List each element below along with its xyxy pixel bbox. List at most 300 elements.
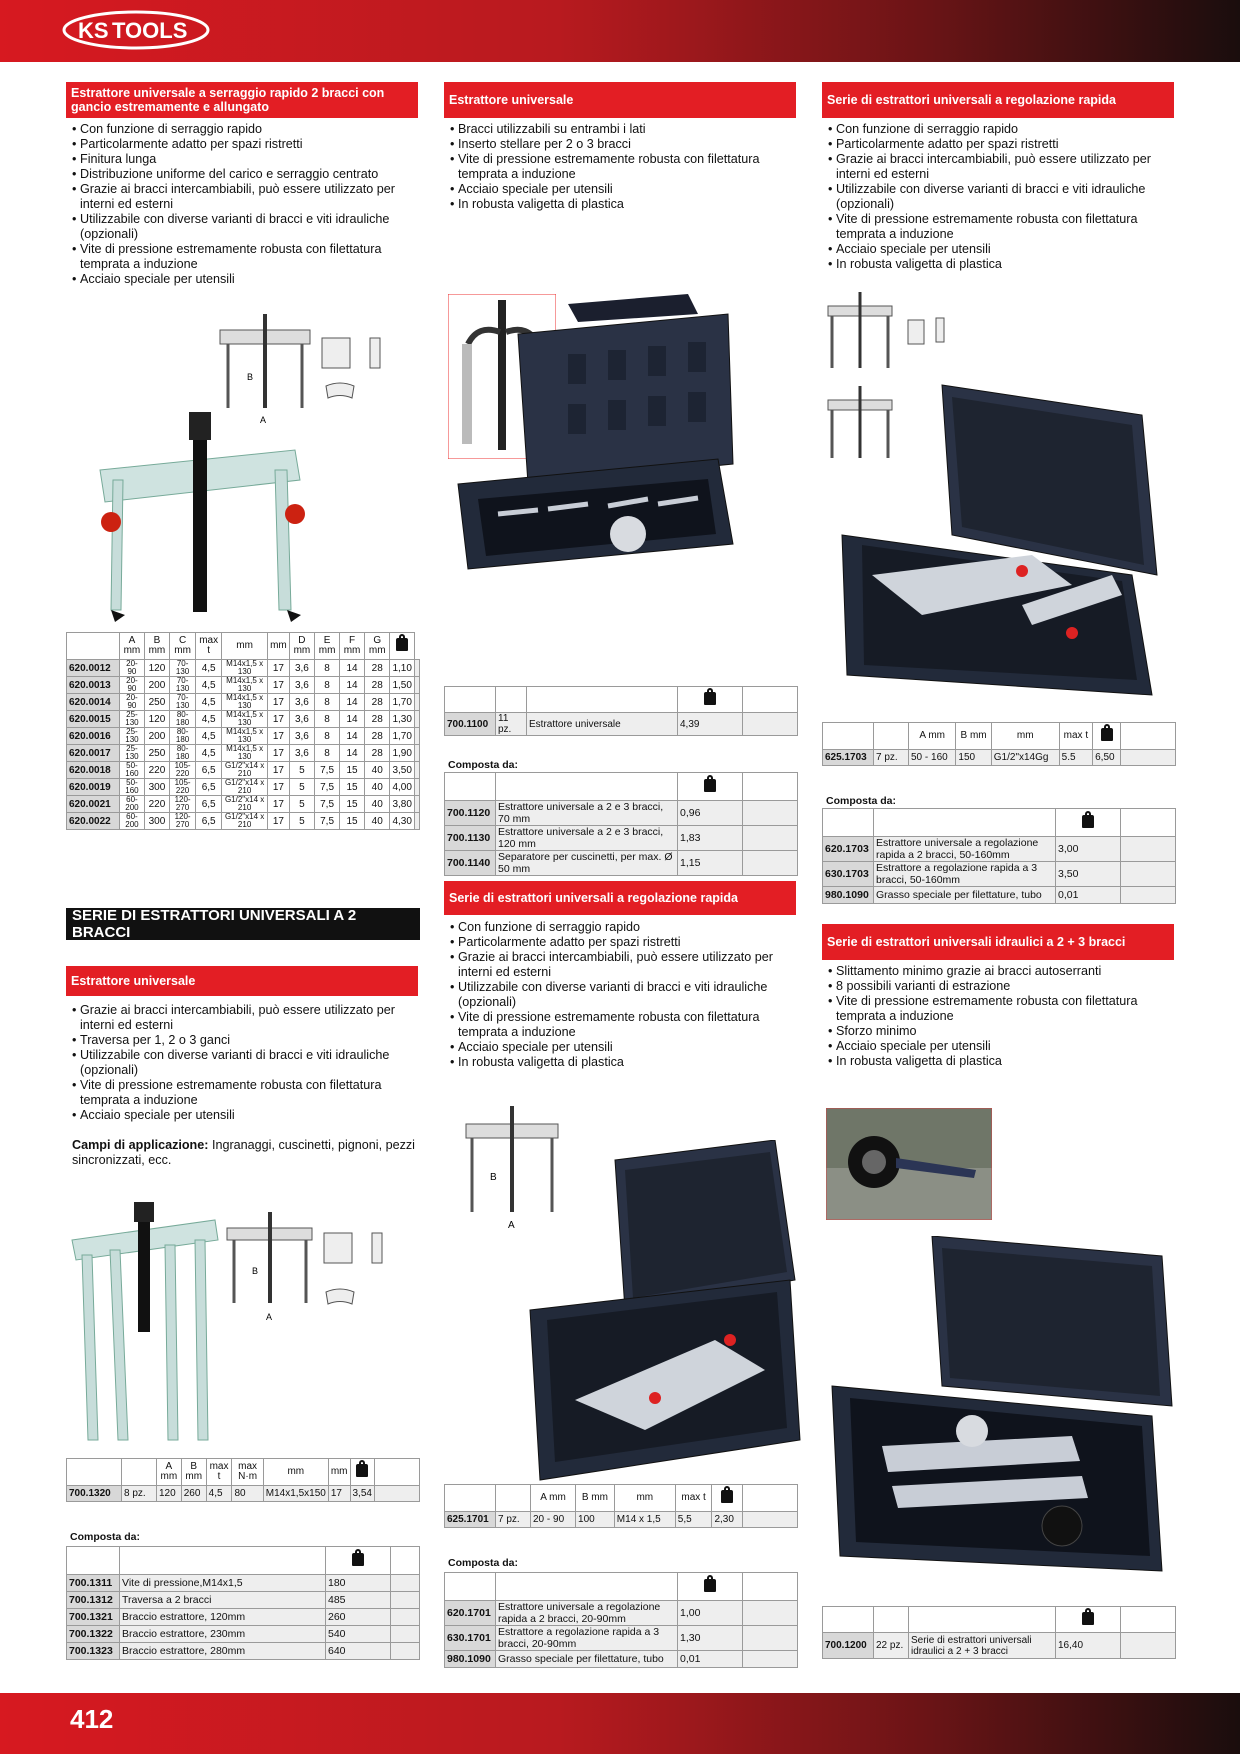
col-header: mm	[991, 723, 1059, 750]
parts-rows	[823, 837, 1176, 904]
cell: 3,6	[289, 677, 314, 694]
cell: 40	[364, 813, 389, 830]
feature-item: • Grazie ai bracci intercambiabili, può essere utilizzato per interni ed esterni	[72, 1003, 418, 1033]
cell-spacer	[743, 851, 798, 876]
cell: 28	[364, 660, 389, 677]
product-title: Estrattore universale a serraggio rapido 2 bracci con gancio estremamente e allungato	[71, 86, 385, 114]
svg-text:A: A	[508, 1220, 515, 1231]
article-code: 630.1701	[445, 1626, 496, 1651]
cell: 5	[289, 813, 314, 830]
parts-table	[444, 1572, 798, 1668]
article-code: 620.1701	[445, 1601, 496, 1626]
table-row	[67, 728, 420, 745]
cell: 4,5	[196, 745, 222, 762]
cell: 60-200	[120, 796, 145, 813]
product-title: Serie di estrattori universali a regolazione rapida	[449, 891, 738, 905]
spec-table	[66, 632, 420, 830]
cell: 8	[315, 728, 340, 745]
case-photo	[832, 375, 1162, 715]
cell: 300	[144, 813, 169, 830]
col-header: max N·m	[232, 1459, 263, 1486]
part-description: Separatore per cuscinetti, per max. Ø 50 mm	[496, 851, 678, 876]
part-weight: 1,00	[678, 1601, 743, 1626]
feature-item: • Utilizzabile con diverse varianti di bracci e viti idrauliche (opzionali)	[72, 212, 418, 242]
col-header: mm	[263, 1459, 328, 1486]
composta-label: Composta da:	[448, 1557, 519, 1569]
cell: 1,30	[390, 711, 414, 728]
weight-icon	[350, 1459, 375, 1486]
cell-spacer	[391, 1643, 420, 1660]
feature-item: • 8 possibili varianti di estrazione	[828, 979, 1174, 994]
article-code: 620.0022	[67, 813, 120, 830]
product-title: Estrattore universale	[71, 974, 196, 988]
article-code: 620.0017	[67, 745, 120, 762]
cell: 120	[144, 660, 169, 677]
table-row	[445, 826, 798, 851]
article-code: 700.1140	[445, 851, 496, 876]
table-row	[67, 796, 420, 813]
cell: 7,5	[315, 796, 340, 813]
cell: 7,5	[315, 762, 340, 779]
feature-item: • Utilizzabile con diverse varianti di bracci e viti idrauliche (opzionali)	[828, 182, 1174, 212]
set-table	[444, 1484, 798, 1528]
three-arm-puller-photo	[70, 1200, 220, 1450]
cell: 14	[340, 694, 365, 711]
cell: 5	[289, 779, 314, 796]
col-header: B mm	[144, 633, 169, 660]
cell: 80-180	[169, 711, 195, 728]
cell: 28	[364, 745, 389, 762]
parts-table	[66, 1546, 420, 1660]
feature-list	[66, 122, 418, 287]
cell: M14x1,5 x 130	[222, 711, 268, 728]
cell: 4,30	[390, 813, 414, 830]
col-header: mm	[222, 633, 268, 660]
part-weight: 0,96	[678, 801, 743, 826]
part-weight: 1,30	[678, 1626, 743, 1651]
parts-table	[444, 772, 798, 876]
composta-label: Composta da:	[70, 1531, 141, 1543]
cell: 200	[144, 728, 169, 745]
page-footer-bar	[0, 1693, 1240, 1754]
part-weight: 180	[326, 1575, 391, 1592]
table-row	[823, 837, 1176, 862]
cell: 70-130	[169, 694, 195, 711]
feature-item: • Traversa per 1, 2 o 3 ganci	[72, 1033, 418, 1048]
cell: 300	[144, 779, 169, 796]
cell: 200	[144, 677, 169, 694]
cell-spacer	[1121, 862, 1176, 887]
article-code: 700.1321	[67, 1609, 120, 1626]
part-description: Estrattore universale a 2 e 3 bracci, 120 mm	[496, 826, 678, 851]
cell: 4,00	[390, 779, 414, 796]
cell: 1,50	[390, 677, 414, 694]
cell: 70-130	[169, 677, 195, 694]
cell-spacer	[414, 711, 419, 728]
cell-spacer	[1121, 837, 1176, 862]
cell: 105-220	[169, 762, 195, 779]
case-photo	[515, 1140, 805, 1485]
article-code: 620.0015	[67, 711, 120, 728]
cell: 50-160	[120, 762, 145, 779]
product-title: Serie di estrattori universali idraulici a 2 + 3 bracci	[827, 935, 1126, 949]
cell-spacer	[391, 1609, 420, 1626]
cell-spacer	[743, 1626, 798, 1651]
feature-item: • Acciaio speciale per utensili	[72, 1108, 418, 1123]
cell-spacer	[414, 745, 419, 762]
feature-list	[822, 964, 1174, 1069]
table-row	[67, 1575, 420, 1592]
weight-icon	[326, 1547, 391, 1575]
article-code: 620.0014	[67, 694, 120, 711]
part-description: Braccio estrattore, 120mm	[120, 1609, 326, 1626]
parts-table	[822, 808, 1176, 904]
table-row: 700.1100 11 pz. Estrattore universale 4,39	[445, 713, 798, 736]
cell: 7,5	[315, 813, 340, 830]
table-row	[67, 1643, 420, 1660]
table-row	[67, 762, 420, 779]
cell: 4,5	[196, 711, 222, 728]
cell: 40	[364, 779, 389, 796]
svg-text:B: B	[252, 1266, 259, 1276]
part-description: Estrattore universale a regolazione rapida a 2 bracci, 50-160mm	[874, 837, 1056, 862]
table-row	[67, 677, 420, 694]
col-header: A mm	[120, 633, 145, 660]
table-row	[67, 694, 420, 711]
feature-item: • Acciaio speciale per utensili	[450, 182, 796, 197]
col-header: A mm	[531, 1485, 576, 1512]
cell: 6,5	[196, 813, 222, 830]
cell: 8	[315, 745, 340, 762]
cell: 25-130	[120, 711, 145, 728]
part-weight: 3,50	[1056, 862, 1121, 887]
feature-item: • Utilizzabile con diverse varianti di bracci e viti idrauliche (opzionali)	[72, 1048, 418, 1078]
cell: 28	[364, 694, 389, 711]
table-row	[67, 711, 420, 728]
article-code: 700.1130	[445, 826, 496, 851]
cell: 3,6	[289, 711, 314, 728]
feature-item: • Particolarmente adatto per spazi ristretti	[72, 137, 418, 152]
table-row	[823, 862, 1176, 887]
feature-item: • Sforzo minimo	[828, 1024, 1174, 1039]
cell: 28	[364, 711, 389, 728]
cell-spacer	[414, 660, 419, 677]
case-photo	[448, 294, 738, 584]
spec-rows	[67, 660, 420, 830]
feature-item: • In robusta valigetta di plastica	[828, 257, 1174, 272]
column-3	[822, 82, 1174, 272]
part-weight: 260	[326, 1609, 391, 1626]
cell: 105-220	[169, 779, 195, 796]
cell: M14x1,5 x 130	[222, 677, 268, 694]
cell: 3,6	[289, 660, 314, 677]
weight-icon	[1093, 723, 1121, 750]
cell: 14	[340, 728, 365, 745]
cell: 14	[340, 745, 365, 762]
cell: 20-90	[120, 660, 145, 677]
section-title: SERIE DI ESTRATTORI UNIVERSALI A 2 BRACCI	[72, 907, 357, 941]
table-row: 625.1701 7 pz. 20 - 90 100 M14 x 1,5 5,5 2,30	[445, 1512, 798, 1528]
feature-item: • In robusta valigetta di plastica	[450, 1055, 796, 1070]
cell: 40	[364, 762, 389, 779]
puller-dimension-drawing	[222, 1208, 417, 1328]
feature-item: • In robusta valigetta di plastica	[450, 197, 796, 212]
cell-spacer	[414, 694, 419, 711]
table-row	[823, 887, 1176, 904]
cell: 220	[144, 762, 169, 779]
col-header: G mm	[364, 633, 389, 660]
product-title-bar	[66, 966, 418, 996]
feature-item: • Utilizzabile con diverse varianti di bracci e viti idrauliche (opzionali)	[450, 980, 796, 1010]
cell: 5	[289, 762, 314, 779]
column-1-lower	[66, 966, 418, 1168]
article-code: 980.1090	[823, 887, 874, 904]
table-row: 625.1703 7 pz. 50 - 160 150 G1/2"x14Gg 5.5 6,50	[823, 750, 1176, 766]
part-description: Vite di pressione,M14x1,5	[120, 1575, 326, 1592]
cell: 220	[144, 796, 169, 813]
article-code: 700.1311	[67, 1575, 120, 1592]
table-row	[445, 1651, 798, 1668]
table-row	[445, 851, 798, 876]
cell: G1/2"x14 x 210	[222, 796, 268, 813]
cell-spacer	[743, 1651, 798, 1668]
article-code: 620.0016	[67, 728, 120, 745]
column-2-lower	[444, 881, 796, 1070]
cell: 28	[364, 677, 389, 694]
col-header: max t	[675, 1485, 712, 1512]
cell: 17	[268, 796, 290, 813]
column-2	[444, 82, 796, 212]
cell: 80-180	[169, 728, 195, 745]
part-weight: 640	[326, 1643, 391, 1660]
table-row	[445, 1601, 798, 1626]
cell: 70-130	[169, 660, 195, 677]
cell: 50-160	[120, 779, 145, 796]
part-description: Estrattore a regolazione rapida a 3 bracci, 20-90mm	[496, 1626, 678, 1651]
product-title-bar	[822, 82, 1174, 118]
cell: 14	[340, 677, 365, 694]
cell-spacer	[391, 1592, 420, 1609]
cell: 17	[268, 779, 290, 796]
cell: M14x1,5 x 130	[222, 728, 268, 745]
part-description: Estrattore universale a regolazione rapida a 2 bracci, 20-90mm	[496, 1601, 678, 1626]
feature-item: • Grazie ai bracci intercambiabili, può essere utilizzato per interni ed esterni	[828, 152, 1174, 182]
table-row	[445, 801, 798, 826]
puller-photo	[95, 410, 305, 625]
cell: 6,5	[196, 796, 222, 813]
article-code: 980.1090	[445, 1651, 496, 1668]
table-row	[67, 1609, 420, 1626]
cell-spacer	[414, 728, 419, 745]
application-label: Campi di applicazione:	[72, 1138, 209, 1152]
cell: 6,5	[196, 762, 222, 779]
table-row	[67, 660, 420, 677]
feature-item: • Acciaio speciale per utensili	[72, 272, 418, 287]
cell-spacer	[414, 779, 419, 796]
page-number: 412	[70, 1704, 114, 1734]
cell: 3,50	[390, 762, 414, 779]
cell-spacer	[743, 1601, 798, 1626]
section-title-bar	[66, 908, 420, 940]
cell: 8	[315, 711, 340, 728]
col-header: max t	[206, 1459, 232, 1486]
weight-icon	[678, 1573, 743, 1601]
product-title-bar	[822, 924, 1174, 960]
cell: 3,6	[289, 728, 314, 745]
cell: 120-270	[169, 796, 195, 813]
article-code: 700.1120	[445, 801, 496, 826]
col-header: mm	[328, 1459, 350, 1486]
cell: 17	[268, 762, 290, 779]
col-header: D mm	[289, 633, 314, 660]
col-header: B mm	[181, 1459, 206, 1486]
feature-item: • Vite di pressione estremamente robusta con filettatura temprata a induzione	[72, 1078, 418, 1108]
svg-text:A: A	[260, 415, 267, 425]
feature-item: • Grazie ai bracci intercambiabili, può essere utilizzato per interni ed esterni	[72, 182, 418, 212]
part-description: Estrattore universale a 2 e 3 bracci, 70 mm	[496, 801, 678, 826]
cell: 20-90	[120, 677, 145, 694]
cell: 17	[268, 677, 290, 694]
cell-spacer	[1121, 887, 1176, 904]
cell: 80-180	[169, 745, 195, 762]
table-row: 700.1320 8 pz. 120 260 4,5 80 M14x1,5x150 17 3,54	[67, 1486, 420, 1502]
cell: 1,90	[390, 745, 414, 762]
cell: 15	[340, 762, 365, 779]
cell-spacer	[414, 677, 419, 694]
table-row	[67, 779, 420, 796]
cell: G1/2"x14 x 210	[222, 779, 268, 796]
cell: 17	[268, 728, 290, 745]
product-title: Serie di estrattori universali a regolazione rapida	[827, 93, 1116, 107]
cell: 8	[315, 677, 340, 694]
parts-rows	[67, 1575, 420, 1660]
article-code: 620.0012	[67, 660, 120, 677]
cell: 1,10	[390, 660, 414, 677]
cell: 15	[340, 779, 365, 796]
feature-item: • Acciaio speciale per utensili	[450, 1040, 796, 1055]
cell: 17	[268, 694, 290, 711]
col-header: max t	[1059, 723, 1092, 750]
weight-icon	[1056, 809, 1121, 837]
table-row	[67, 745, 420, 762]
article-code: 620.0019	[67, 779, 120, 796]
feature-item: • Acciaio speciale per utensili	[828, 1039, 1174, 1054]
cell: 7,5	[315, 779, 340, 796]
svg-text:B: B	[247, 372, 254, 382]
feature-list	[66, 1003, 418, 1123]
cell: 5	[289, 796, 314, 813]
feature-item: • Vite di pressione estremamente robusta con filettatura temprata a induzione	[450, 1010, 796, 1040]
product-title-bar	[66, 82, 418, 118]
article-code: 700.1323	[67, 1643, 120, 1660]
set-table	[822, 722, 1176, 766]
cell: 17	[268, 813, 290, 830]
cell-spacer	[391, 1575, 420, 1592]
application-value: Ingranaggi, cuscinetti, pignoni, pezzi sincronizzati, ecc.	[72, 1138, 415, 1167]
product-title-bar	[444, 82, 796, 118]
col-header: max t	[196, 633, 222, 660]
cell: 17	[268, 660, 290, 677]
puller-dimension-drawing	[210, 308, 410, 426]
part-weight: 540	[326, 1626, 391, 1643]
part-description: Braccio estrattore, 230mm	[120, 1626, 326, 1643]
table-row	[67, 1592, 420, 1609]
cell-spacer	[743, 801, 798, 826]
svg-text:KS: KS	[78, 18, 109, 43]
cell: 14	[340, 711, 365, 728]
svg-text:B: B	[490, 1172, 497, 1183]
col-header: A mm	[909, 723, 956, 750]
article-code: 630.1703	[823, 862, 874, 887]
cell: G1/2"x14 x 210	[222, 762, 268, 779]
col-header: A mm	[157, 1459, 182, 1486]
part-weight: 485	[326, 1592, 391, 1609]
ks-tools-logo	[62, 10, 210, 50]
cell: 1,70	[390, 728, 414, 745]
case-photo	[822, 1236, 1182, 1592]
part-weight: 3,00	[1056, 837, 1121, 862]
cell: 25-130	[120, 728, 145, 745]
cell-spacer	[414, 796, 419, 813]
part-weight: 1,15	[678, 851, 743, 876]
set-table	[444, 686, 798, 736]
cell-spacer	[414, 813, 419, 830]
cell: 6,5	[196, 779, 222, 796]
cell: 250	[144, 694, 169, 711]
cell: 4,5	[196, 728, 222, 745]
table-row: 700.1200 22 pz. Serie di estrattori universali idraulici a 2 + 3 bracci 16,40	[823, 1633, 1176, 1659]
feature-item: • Vite di pressione estremamente robusta con filettatura temprata a induzione	[828, 212, 1174, 242]
weight-icon	[1056, 1607, 1121, 1633]
feature-item: • Vite di pressione estremamente robusta con filettatura temprata a induzione	[72, 242, 418, 272]
product-title-bar	[444, 881, 796, 915]
col-header: mm	[614, 1485, 675, 1512]
feature-list	[822, 122, 1174, 272]
svg-text:TOOLS: TOOLS	[112, 18, 188, 43]
application-text	[66, 1138, 418, 1168]
part-description: Traversa a 2 bracci	[120, 1592, 326, 1609]
col-header: F mm	[340, 633, 365, 660]
cell: 4,5	[196, 660, 222, 677]
cell: 8	[315, 694, 340, 711]
set-table	[66, 1458, 420, 1502]
cell: 60-200	[120, 813, 145, 830]
col-header: B mm	[956, 723, 991, 750]
cell: M14x1,5 x 130	[222, 745, 268, 762]
cell: 15	[340, 813, 365, 830]
feature-list	[444, 122, 796, 212]
part-weight: 1,83	[678, 826, 743, 851]
feature-item: • Con funzione di serraggio rapido	[450, 920, 796, 935]
feature-item: • Slittamento minimo grazie ai bracci autoserranti	[828, 964, 1174, 979]
feature-item: • Finitura lunga	[72, 152, 418, 167]
feature-item: • Inserto stellare per 2 o 3 bracci	[450, 137, 796, 152]
article-code: 620.1703	[823, 837, 874, 862]
col-header: C mm	[169, 633, 195, 660]
table-row	[67, 1626, 420, 1643]
feature-item: • Acciaio speciale per utensili	[828, 242, 1174, 257]
col-header: mm	[268, 633, 290, 660]
cell: 15	[340, 796, 365, 813]
cell: 17	[268, 711, 290, 728]
svg-text:A: A	[266, 1312, 273, 1322]
composta-label: Composta da:	[448, 759, 519, 771]
article-code: 700.1322	[67, 1626, 120, 1643]
parts-rows	[445, 1601, 798, 1668]
column-3-lower	[822, 924, 1174, 1069]
article-code: 620.0013	[67, 677, 120, 694]
composta-label: Composta da:	[826, 795, 897, 807]
